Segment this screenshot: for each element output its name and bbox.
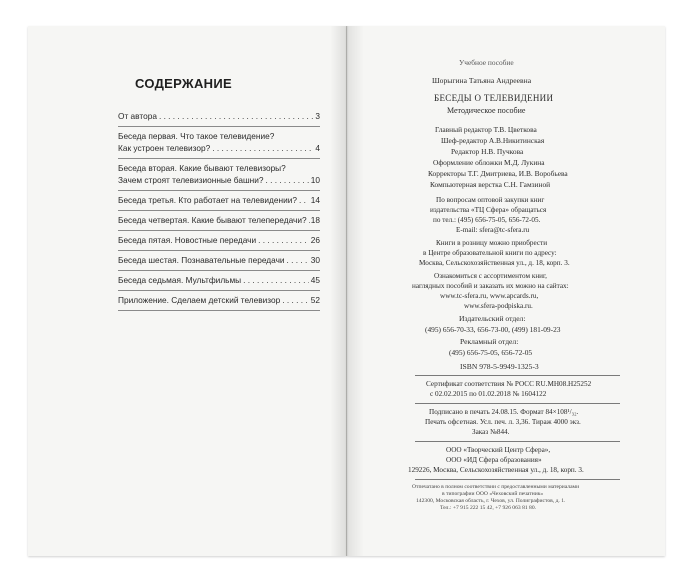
toc-entry-page: 10	[310, 175, 320, 185]
toc-entry-title: Беседа четвертая. Какие бывают телепередачи?	[118, 215, 307, 225]
toc-line	[118, 214, 320, 226]
divider	[415, 479, 620, 480]
toc-leader	[265, 174, 308, 186]
toc-entry-page: 30	[310, 255, 320, 265]
toc-entry	[118, 291, 320, 311]
toc-entry	[118, 191, 320, 211]
toc-entry-page: 52	[310, 295, 320, 305]
toc-leader	[159, 110, 313, 122]
toc-leader	[299, 194, 309, 206]
toc-entry-page: 4	[315, 143, 320, 153]
publisher-address: 129226, Москва, Сельскохозяйственная ул., д. 18, корп. 3.	[408, 466, 584, 474]
toc-entry-title: Зачем строят телевизионные башни?	[118, 175, 264, 185]
imprint-editor-line: Шеф-редактор А.В.Никитинская	[441, 136, 545, 145]
toc-entry-page: 45	[310, 275, 320, 285]
toc-line	[118, 162, 320, 174]
certificate-line: Сертификат соответствия № РОСС RU.МН08.Н25252	[426, 380, 592, 388]
imprint-series: Учебное пособие	[459, 58, 514, 67]
imprint-title: БЕСЕДЫ О ТЕЛЕВИДЕНИИ	[434, 93, 554, 103]
isbn: ISBN 978-5-9949-1325-3	[460, 362, 539, 371]
toc-entry-title: Беседа вторая. Какие бывают телевизоры?	[118, 163, 286, 173]
divider	[415, 403, 620, 404]
toc-line	[118, 174, 320, 186]
retail-address: Москва, Сельскохозяйственная ул., д. 18, корп. 3.	[419, 259, 570, 267]
toc-entry-title: Беседа шестая. Познавательные передачи	[118, 255, 285, 265]
toc-entry	[118, 231, 320, 251]
sites-line: наглядных пособий и заказать их можно на сайтах:	[412, 282, 569, 290]
toc-entry-page: 26	[310, 235, 320, 245]
wholesale-email: E-mail: sfera@tc-sfera.ru	[456, 226, 530, 234]
wholesale-line: издательства «ТЦ Сфера» обращаться	[430, 206, 547, 214]
toc-entry-page: 14	[310, 195, 320, 205]
publisher-dept-phones: (495) 656-70-33, 656-73-00, (499) 181-09-23	[425, 325, 561, 334]
print-info-line: Печать офсетная. Усл. печ. л. 3,36. Тираж 4000 экз.	[425, 418, 581, 426]
toc-leader	[212, 142, 313, 154]
toc-entry	[118, 127, 320, 159]
toc-entry-page: 18	[310, 215, 320, 225]
ad-dept-title: Рекламный отдел:	[460, 337, 519, 346]
toc-line	[118, 142, 320, 154]
toc-entry-title: Беседа третья. Кто работает на телевидении?	[118, 195, 297, 205]
ad-dept-phones: (495) 656-75-05, 656-72-05	[449, 348, 533, 357]
wholesale-line: По вопросам оптовой закупки книг	[436, 196, 545, 204]
toc-leader	[282, 294, 309, 306]
toc-line	[118, 194, 320, 206]
toc-entry-title: Беседа первая. Что такое телевидение?	[118, 131, 275, 141]
sites-line: www.tc-sfera.ru, www.apcards.ru,	[440, 292, 539, 300]
table-of-contents	[118, 107, 320, 311]
imprint-editor-line: Компьютерная верстка С.Н. Гамзиной	[430, 180, 551, 189]
imprint-editor-line: Оформление обложки М.Д. Лукина	[433, 158, 545, 167]
toc-line	[118, 130, 320, 142]
retail-line: в Центре образовательной книги по адресу:	[423, 249, 557, 257]
retail-line: Книги в розницу можно приобрести	[436, 239, 548, 247]
publisher-dept-title: Издательский отдел:	[459, 314, 526, 323]
sites-line: Ознакомиться с ассортиментом книг,	[434, 272, 547, 280]
toc-entry-title: Беседа пятая. Новостные передачи	[118, 235, 257, 245]
toc-line	[118, 234, 320, 246]
toc-entry	[118, 159, 320, 191]
divider	[415, 375, 620, 376]
imprint-editor-line: Главный редактор Т.В. Цветкова	[435, 125, 537, 134]
toc-line	[118, 274, 320, 286]
wholesale-line: по тел.: (495) 656-75-05, 656-72-05.	[433, 216, 541, 224]
sites-line: www.sfera-podpiska.ru.	[464, 302, 533, 310]
toc-leader	[287, 254, 309, 266]
toc-title: СОДЕРЖАНИЕ	[135, 76, 232, 91]
toc-entry-title: От автора	[118, 111, 157, 121]
toc-entry-title: Приложение. Сделаем детский телевизор	[118, 295, 281, 305]
printer-line: Отпечатано в полном соответствии с предоставленными материалами	[412, 484, 580, 490]
toc-line	[118, 110, 320, 122]
printer-line: 142300, Московская область, г. Чехов, ул. Полиграфистов, д. 1.	[416, 498, 566, 504]
imprint-editor-line: Корректоры Т.Г. Дмитриева, И.В. Воробьева	[428, 169, 568, 178]
toc-entry-title: Как устроен телевизор?	[118, 143, 211, 153]
toc-line	[118, 254, 320, 266]
toc-leader	[258, 234, 309, 246]
certificate-line: с 02.02.2015 по 01.02.2018 № 1604122	[430, 390, 547, 398]
toc-entry	[118, 271, 320, 291]
toc-entry	[118, 211, 320, 231]
toc-line	[118, 294, 320, 306]
toc-entry	[118, 251, 320, 271]
toc-entry-title: Беседа седьмая. Мультфильмы	[118, 275, 242, 285]
imprint-subtitle: Методическое пособие	[447, 106, 526, 115]
divider	[415, 441, 620, 442]
print-info-line: Заказ №844.	[472, 428, 510, 436]
toc-entry-page: 3	[315, 111, 320, 121]
publisher-line: ООО «ИД Сфера образования»	[446, 456, 542, 464]
printer-line: Тел.: +7 915 222 15 42, +7 926 063 81 80.	[440, 505, 537, 511]
toc-entry	[118, 107, 320, 127]
imprint-author: Шорыгина Татьяна Андреевна	[432, 76, 532, 85]
publisher-line: ООО «Творческий Центр Сфера»,	[446, 446, 551, 454]
printer-line: в типографии ООО «Чеховский печатник»	[442, 491, 544, 497]
toc-leader	[243, 274, 309, 286]
print-info-line: Подписано в печать 24.08.15. Формат 84×108¹/₃₂.	[429, 408, 579, 416]
imprint-editor-line: Редактор Н.В. Пучкова	[451, 147, 524, 156]
